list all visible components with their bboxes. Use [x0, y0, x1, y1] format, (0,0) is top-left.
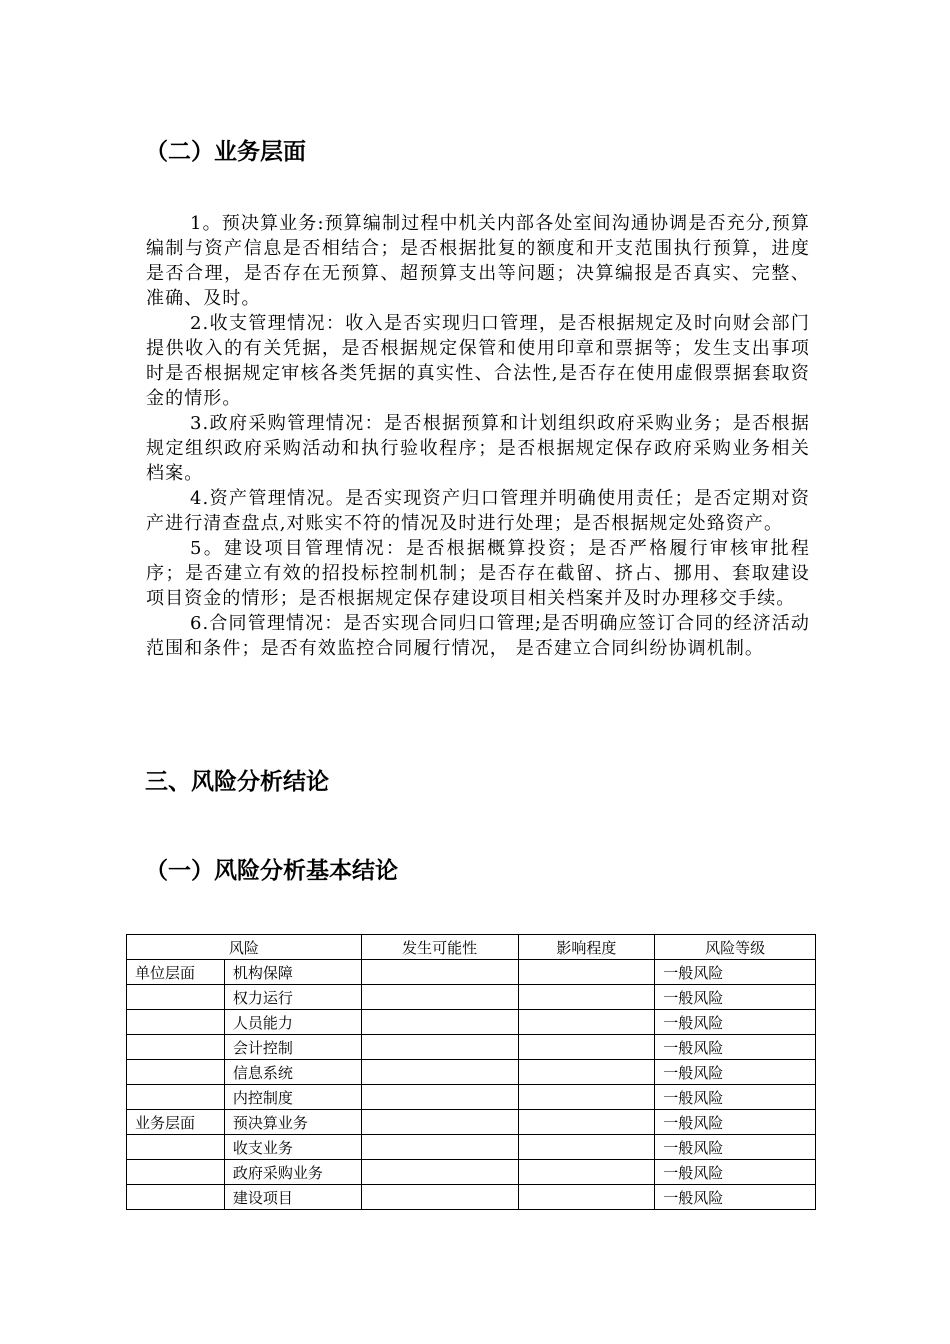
header-risk: 风险: [127, 935, 362, 960]
header-likelihood: 发生可能性: [361, 935, 518, 960]
paragraph-revenue-expenditure: 2.收支管理情况：收入是否实现归口管理，是否根据规定及时向财会部门提供收入的有关凭据，是否根据规定保管和使用印章和票据等；发生支出事项时是否根据规定审核各类凭据的真实性、合法性,是否存在使用虚假票据套取资金的情形。: [146, 313, 810, 409]
table-row: [127, 1135, 816, 1160]
row-category: [127, 1185, 225, 1210]
row-item: 建设项目: [224, 1185, 361, 1210]
row-impact: [518, 1160, 655, 1185]
row-item: 内控制度: [224, 1085, 361, 1110]
row-impact: [518, 1085, 655, 1110]
row-level: 一般风险: [655, 985, 816, 1010]
table-row: [127, 1060, 816, 1085]
row-category: [127, 1035, 225, 1060]
row-item: 预决算业务: [224, 1110, 361, 1135]
row-item: 信息系统: [224, 1060, 361, 1085]
row-impact: [518, 1010, 655, 1035]
row-likelihood: [361, 960, 518, 985]
table-row: [127, 1035, 816, 1060]
row-category: [127, 985, 225, 1010]
row-level: 一般风险: [655, 1035, 816, 1060]
row-item: 会计控制: [224, 1035, 361, 1060]
row-impact: [518, 960, 655, 985]
row-item: 机构保障: [224, 960, 361, 985]
risk-table: [126, 934, 816, 1210]
row-likelihood: [361, 1010, 518, 1035]
row-level: 一般风险: [655, 1160, 816, 1185]
row-category: [127, 1060, 225, 1085]
table-row: [127, 1085, 816, 1110]
row-level: 一般风险: [655, 1010, 816, 1035]
row-likelihood: [361, 1035, 518, 1060]
row-likelihood: [361, 1135, 518, 1160]
row-category: [127, 1085, 225, 1110]
row-likelihood: [361, 1110, 518, 1135]
body-text: [146, 211, 810, 661]
row-impact: [518, 985, 655, 1010]
row-impact: [518, 1110, 655, 1135]
subsection-heading-basic-conclusion: （一）风险分析基本结论: [145, 858, 398, 884]
table-row: [127, 985, 816, 1010]
row-impact: [518, 1060, 655, 1085]
paragraph-procurement: 3.政府采购管理情况：是否根据预算和计划组织政府采购业务；是否根据规定组织政府采购活动和执行验收程序；是否根据规定保存政府采购业务相关档案。: [146, 413, 810, 484]
row-level: 一般风险: [655, 1085, 816, 1110]
subsection-heading-business-level: （二）业务层面: [145, 139, 306, 165]
row-item: 收支业务: [224, 1135, 361, 1160]
row-category: [127, 1160, 225, 1185]
row-likelihood: [361, 985, 518, 1010]
paragraph-assets: 4.资产管理情况。是否实现资产归口管理并明确使用责任；是否定期对资产进行清查盘点,对账实不符的情况及时进行处理；是否根据规定处臵资产。: [146, 488, 810, 534]
row-category: 单位层面: [127, 960, 225, 985]
row-item: 权力运行: [224, 985, 361, 1010]
paragraph-budget: 1。预决算业务:预算编制过程中机关内部各处室间沟通协调是否充分,预算编制与资产信息是否相结合；是否根据批复的额度和开支范围执行预算，进度是否合理，是否存在无预算、超预算支出等问题；决算编报是否真实、完整、准确、及时。: [146, 213, 810, 309]
row-category: [127, 1135, 225, 1160]
row-likelihood: [361, 1085, 518, 1110]
row-level: 一般风险: [655, 1185, 816, 1210]
section-heading-risk-conclusion: 三、风险分析结论: [145, 769, 329, 795]
row-item: 人员能力: [224, 1010, 361, 1035]
row-impact: [518, 1135, 655, 1160]
row-category: 业务层面: [127, 1110, 225, 1135]
row-level: 一般风险: [655, 1135, 816, 1160]
row-level: 一般风险: [655, 960, 816, 985]
table-row: [127, 960, 816, 985]
table-header-row: [127, 935, 816, 960]
table-row: [127, 1010, 816, 1035]
header-impact: 影响程度: [518, 935, 655, 960]
table-row: [127, 1185, 816, 1210]
paragraph-contracts: 6.合同管理情况：是否实现合同归口管理;是否明确应签订合同的经济活动范围和条件；是否有效监控合同履行情况， 是否建立合同纠纷协调机制。: [146, 613, 810, 659]
row-impact: [518, 1185, 655, 1210]
row-likelihood: [361, 1060, 518, 1085]
row-item: 政府采购业务: [224, 1160, 361, 1185]
table-row: [127, 1160, 816, 1185]
row-likelihood: [361, 1160, 518, 1185]
row-impact: [518, 1035, 655, 1060]
paragraph-construction: 5。建设项目管理情况：是否根据概算投资；是否严格履行审核审批程序；是否建立有效的招投标控制机制；是否存在截留、挤占、挪用、套取建设项目资金的情形；是否根据规定保存建设项目相关档案并及时办理移交手续。: [146, 538, 810, 609]
header-risk-level: 风险等级: [655, 935, 816, 960]
row-category: [127, 1010, 225, 1035]
row-level: 一般风险: [655, 1060, 816, 1085]
row-level: 一般风险: [655, 1110, 816, 1135]
row-likelihood: [361, 1185, 518, 1210]
table-row: [127, 1110, 816, 1135]
